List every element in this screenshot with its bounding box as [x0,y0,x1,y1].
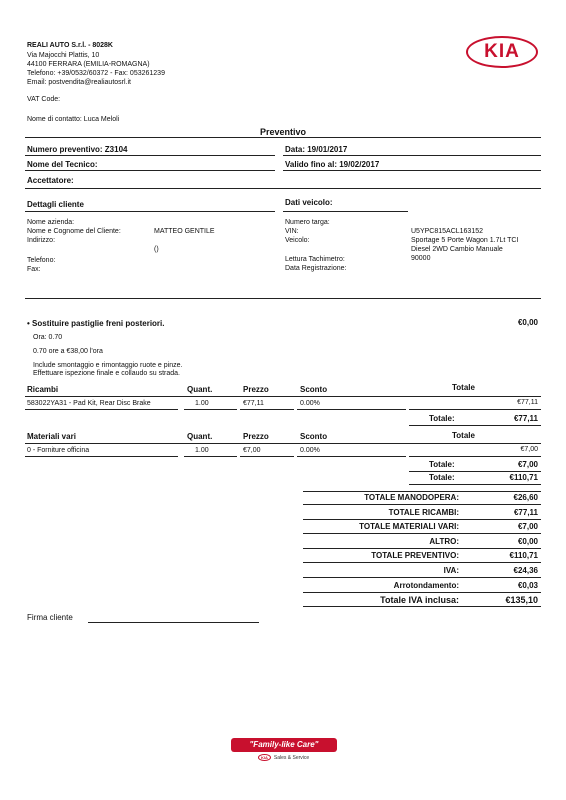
summary-label: TOTALE MANODOPERA: [364,493,459,502]
summary-label: ALTRO: [429,536,459,546]
vin-label: VIN: [285,228,299,235]
misc-col-price: Prezzo [243,432,269,441]
divider [303,548,541,549]
summary-value: €135,10 [505,595,538,606]
misc-row-qty: 1.00 [195,447,209,454]
parts-total-value: €77,11 [513,414,538,423]
divider [25,137,541,138]
divider [303,592,541,593]
divider [303,606,541,607]
footer-kia-logo: KIA [258,754,271,761]
summary-value: €77,11 [513,507,538,517]
family-like-care-badge: "Family-like Care" [231,738,337,752]
divider [409,409,541,410]
acceptor-label: Accettatore: [27,176,74,185]
divider [283,211,408,212]
summary-label: TOTALE MATERIALI VARI: [359,522,459,532]
divider [25,170,275,171]
misc-header: Materiali vari [27,432,76,441]
fax-label: Fax: [27,266,41,273]
divider [297,456,406,457]
vat-code: VAT Code: [27,96,61,103]
vehicle-engine: Diesel 2WD Cambio Manuale [411,246,503,253]
dealer-phone: Telefono: +39/0532/60372 - Fax: 053261239 [27,70,165,77]
divider [297,409,406,410]
company-name-label: Nome azienda: [27,219,75,226]
summary-value: €0,03 [517,580,538,590]
misc-total-label: Totale: [429,460,455,469]
parts-col-discount: Sconto [300,385,328,394]
divider [184,409,237,410]
parts-row-desc: 583022YA31 - Pad Kit, Rear Disc Brake [27,400,151,407]
summary-value: €0,00 [517,536,538,546]
divider [303,533,541,534]
parts-col-qty: Quant. [187,385,213,394]
divider [240,409,294,410]
divider [409,471,541,472]
divider [303,491,541,492]
parts-row-price: €77,11 [243,400,264,407]
parts-header: Ricambi [27,385,59,394]
footer-kia-sales-service [258,754,309,761]
summary-label: Arrotondamento: [393,580,459,590]
phone-label: Telefono: [27,257,56,264]
client-header: Dettagli cliente [27,200,84,209]
plate-label: Numero targa: [285,219,330,226]
summary-label: IVA: [443,566,459,575]
grand-subtotal-label: Totale: [429,473,455,482]
valid-until: Valido fino al: 19/02/2017 [285,160,380,169]
divider [25,456,178,457]
parts-col-total: Totale [452,383,475,392]
divider [283,155,541,156]
contact-name: Nome di contatto: Luca Meloli [27,116,120,123]
summary-label: TOTALE PREVENTIVO: [371,551,459,561]
dealer-address-line2: 44100 FERRARA (EMILIA-ROMAGNA) [27,61,150,68]
parts-row-discount: 0.00% [300,400,320,407]
vehicle-header: Dati veicolo: [285,198,333,207]
dealer-address-line1: Via Majocchi Plattis, 10 [27,52,100,59]
job-amount: €0,00 [517,318,538,327]
job-title: • Sostituire pastiglie freni posteriori. [27,319,165,328]
parts-total-label: Totale: [429,414,455,423]
footer-sub-text: Sales & Service [273,755,310,761]
misc-col-qty: Quant. [187,432,213,441]
parts-row-qty: 1.00 [195,400,209,407]
address-label: Indirizzo: [27,237,56,244]
vehicle-model: Sportage 5 Porte Wagon 1.7Lt TCI [411,237,519,244]
summary-value: €110,71 [509,551,538,561]
divider [25,188,541,189]
grand-subtotal-value: €110,71 [509,473,538,482]
misc-row-discount: 0.00% [300,447,320,454]
divider [25,155,275,156]
job-hours: Ora: 0.70 [33,334,63,341]
divider [303,504,541,505]
client-name-value: MATTEO GENTILE [154,228,215,235]
divider [409,456,541,457]
divider [184,456,237,457]
signature-label: Firma cliente [27,613,73,622]
divider [303,519,541,520]
divider [25,409,178,410]
divider [303,562,541,563]
divider [409,425,541,426]
vin-value: U5YPC815ACL163152 [411,228,483,235]
odometer-value: 90000 [411,255,431,262]
registration-date-label: Data Registrazione: [285,265,347,272]
misc-col-total: Totale [452,431,475,440]
dealer-email: Email: postvendita@realiautosrl.it [27,79,131,86]
misc-row-total: €7,00 [520,446,538,453]
divider [25,298,541,299]
summary-label: Totale IVA inclusa: [380,595,459,606]
job-rate: 0.70 ore a €38,00 l'ora [33,348,103,355]
summary-label: TOTALE RICAMBI: [388,507,459,517]
quote-date: Data: 19/01/2017 [285,145,348,154]
dealer-name: REALI AUTO S.r.l. - 8028K [27,42,113,49]
divider [303,577,541,578]
divider [25,443,541,444]
client-name-label: Nome e Cognome del Cliente: [27,228,121,235]
signature-line [88,622,259,623]
technician-label: Nome del Tecnico: [27,160,98,169]
job-description-line2: Effettuare ispezione finale e collaudo su strada. [33,370,180,377]
odometer-label: Lettura Tachimetro: [285,256,345,263]
summary-value: €24,36 [513,566,538,575]
summary-value: €26,60 [513,493,538,502]
parts-col-price: Prezzo [243,385,269,394]
parts-row-total: €77,11 [517,399,538,406]
misc-total-value: €7,00 [517,460,538,469]
misc-row-price: €7,00 [243,447,261,454]
quote-number: Numero preventivo: Z3104 [27,145,128,154]
divider [283,170,541,171]
page-title: Preventivo [259,127,307,137]
job-description-line1: Include smontaggio e rimontaggio ruote e pinze. [33,362,183,369]
divider [25,396,541,397]
kia-logo: KIA [466,36,538,68]
summary-value: €7,00 [517,522,538,532]
divider [240,456,294,457]
divider [409,484,541,485]
misc-row-desc: 0 - Forniture officina [27,447,90,454]
divider [25,211,275,212]
misc-col-discount: Sconto [300,432,328,441]
vehicle-label: Veicolo: [285,237,310,244]
address-value: () [154,246,159,253]
